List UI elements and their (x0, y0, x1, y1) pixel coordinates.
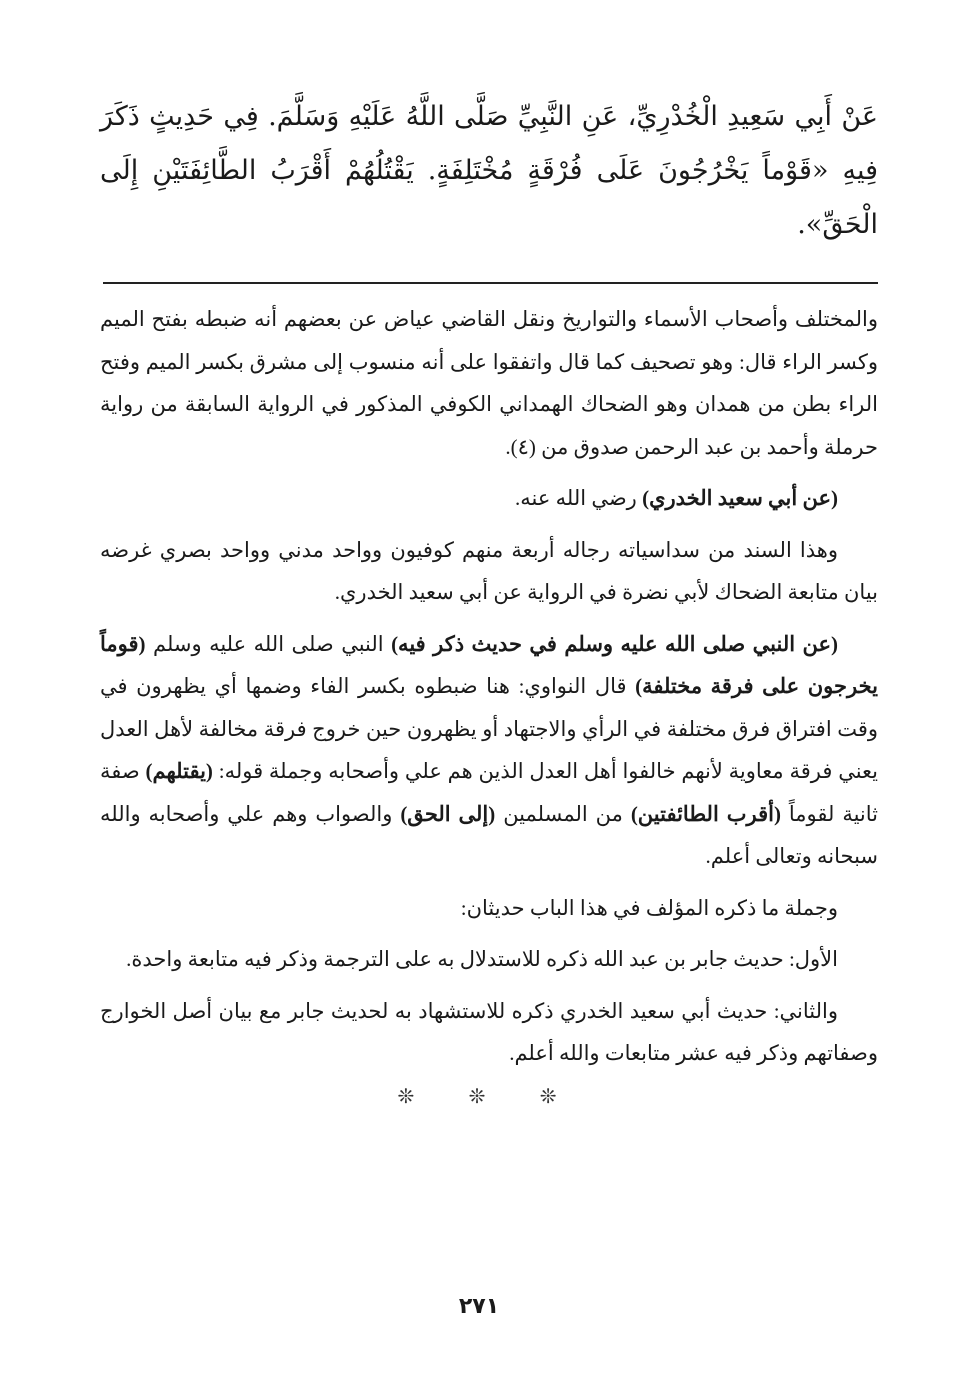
commentary-text: والصواب وهم علي وأصحابه والله سبحانه وتعالى أعلم. (100, 801, 878, 868)
hadith-line-1: عَنْ أَبِي سَعِيدِ الْخُدْرِيِّ، عَنِ النَّبِيِّ صَلَّى اللَّهُ عَلَيْهِ وَسَلَّمَ. فِي حَدِيثٍ ذَكَرَ فِيهِ (100, 101, 878, 186)
commentary-paragraph-6: الأول: حديث جابر بن عبد الله ذكره للاستدلال به على الترجمة وذكر فيه متابعة واحدة. (126, 947, 838, 971)
quote-bold: (أقرب الطائفتين) (630, 801, 781, 826)
footnote-divider (103, 282, 878, 284)
quote-bold: (عن النبي صلى الله عليه وسلم في حديث ذكر فيه) (391, 631, 838, 656)
quote-bold: (إلى الحق) (400, 801, 496, 826)
commentary-paragraph-1: والمختلف وأصحاب الأسماء والتواريخ ونقل القاضي عياض عن بعضهم أنه ضبطه بفتح الميم وكسر الراء قال: وهو تصحيف كما قال واتفقوا على أنه منسوب إلى مشرق بكسر الميم وفتح الراء بطن من همدان وهو الضحاك الهمداني الكوفي المذكور في الرواية السابقة من رواية حرملة وأحمد بن عبد الرحمن صدوق من (٤). (100, 307, 878, 459)
commentary-paragraph-3: وهذا السند من سداسياته رجاله أربعة منهم كوفيون وواحد مدني وواحد بصري غرضه بيان متابعة الضحاك لأبي نضرة في الرواية عن أبي سعيد الخدري. (100, 537, 878, 604)
quote-bold: (قوماً يخرجون على فرقة مختلفة) (100, 631, 878, 698)
commentary-text: صفة ثانية لقوماً (100, 759, 879, 826)
commentary-text: قال النواوي: هنا ضبطوه بكسر الفاء وضمها أي يظهرون في وقت افتراق فرق مختلفة في الرأي والاجتهاد أو يظهرون حين خروج فرقة مخالفة لأهل العدل يعني فرقة معاوية لأنهم خالفوا أهل العدل الذين هم علي وأصحابه وجملة قوله: (100, 674, 879, 783)
page-body (100, 90, 878, 1108)
page-number: ٢٧١ (458, 1294, 500, 1319)
hadith-line (100, 90, 878, 252)
commentary-text: النبي صلى الله عليه وسلم (145, 631, 392, 656)
commentary-paragraph-2 (100, 477, 878, 520)
commentary-paragraph-7: والثاني: حديث أبي سعيد الخدري ذكره للاستشهاد به لحديث جابر مع بيان أصل الخوارج وصفاتهم وذكر فيه عشر متابعات والله أعلم. (100, 998, 878, 1065)
hadith-block (100, 90, 878, 252)
commentary-text: رضي الله عنه. (515, 486, 643, 510)
commentary-paragraph-5: وجملة ما ذكره المؤلف في هذا الباب حديثان: (460, 895, 838, 920)
commentary-paragraph-4 (100, 623, 878, 878)
quote-bold: (يقتلهم) (145, 759, 213, 783)
quote-bold: (عن أبي سعيد الخدري) (642, 486, 838, 510)
hadith-line-2: «قَوْماً يَخْرُجُونَ عَلَى فُرْقَةٍ مُخْتَلِفَةٍ. يَقْتُلُهُمْ أَقْرَبُ الطَّائِفَتَيْنِ إِلَى الْحَقِّ». (100, 155, 878, 240)
commentary-text: من المسلمين (495, 801, 631, 826)
commentary-block (100, 298, 878, 1108)
section-separator: ❊ ❊ ❊ (397, 1083, 581, 1108)
